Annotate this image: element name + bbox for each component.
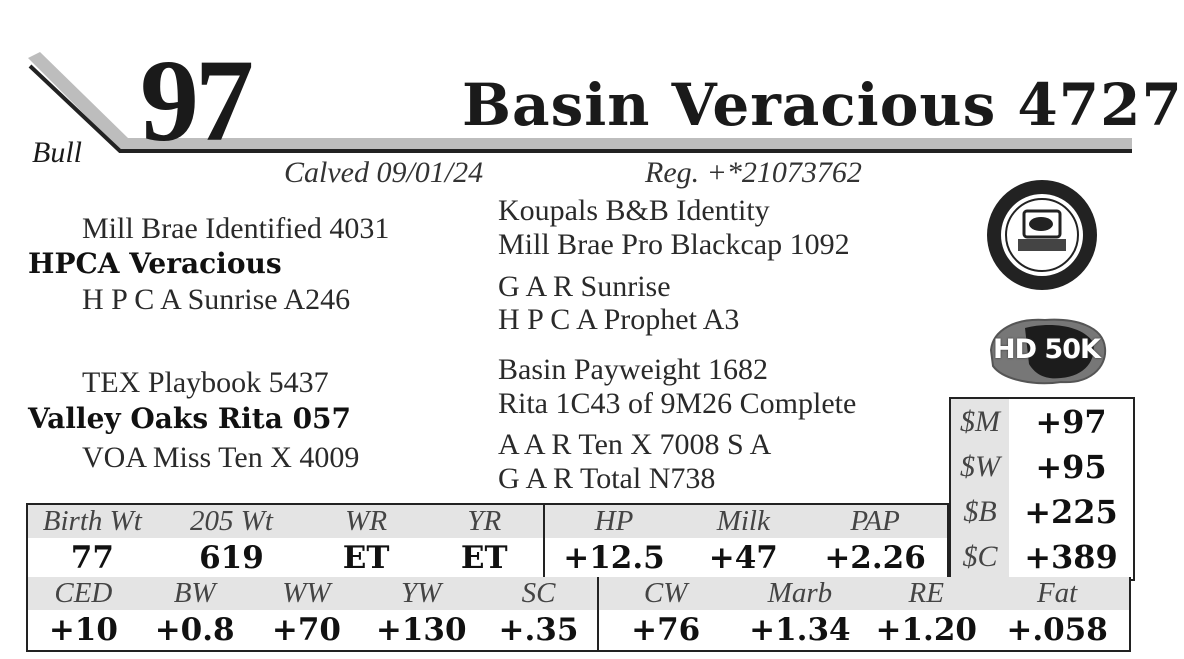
epd-header: Marb: [732, 577, 867, 610]
dollar-value: +97: [1035, 402, 1107, 441]
pedigree-sire-sire-sire: Koupals B&B Identity: [498, 194, 770, 227]
dollar-value: +95: [1035, 447, 1107, 486]
perf-header: Birth Wt: [27, 504, 157, 538]
dollar-row-w: [951, 444, 1133, 489]
epd-value: +.35: [480, 610, 598, 651]
dollar-value: +225: [1024, 492, 1118, 531]
perf-value: +47: [708, 540, 778, 576]
epd-header: SC: [480, 577, 598, 610]
dollar-value: +389: [1024, 537, 1118, 576]
perf-header: Milk: [683, 504, 803, 538]
perf-value: +2.26: [824, 540, 926, 576]
perf-header: HP: [544, 504, 684, 538]
pedigree-sire-dam-sire: G A R Sunrise: [498, 270, 671, 303]
epd-value: +1.34: [749, 612, 851, 648]
perf-header: 205 Wt: [157, 504, 307, 538]
sex-label: Bull: [32, 136, 82, 169]
lot-number: 97: [140, 35, 250, 166]
pedigree-sire-dam-dam: H P C A Prophet A3: [498, 303, 740, 336]
dollar-row-c: [951, 534, 1133, 579]
perf-header: YR: [426, 504, 544, 538]
dollar-row-m: [951, 399, 1133, 444]
perf-header: PAP: [803, 504, 948, 538]
epd-value: +130: [375, 612, 467, 648]
pedigree-sire: HPCA Veracious: [28, 247, 282, 280]
pedigree-dam-sire-dam: Rita 1C43 of 9M26 Complete: [498, 387, 857, 420]
dollar-label: $B: [951, 489, 1009, 534]
epd-value: +.058: [1006, 612, 1108, 648]
epd-value: +0.8: [154, 612, 235, 648]
pedigree-dam-dam-dam: G A R Total N738: [498, 462, 716, 495]
dollar-label: $W: [951, 444, 1009, 489]
pedigree-dam-dam-sire: A A R Ten X 7008 S A: [498, 428, 772, 461]
performance-value-row: [27, 538, 948, 579]
pedigree-sire-sire: Mill Brae Identified 4031: [82, 212, 390, 245]
epd-header: BW: [139, 577, 251, 610]
perf-value: 77: [70, 540, 114, 576]
perf-value: ET: [426, 538, 544, 579]
epd-value: +70: [271, 612, 341, 648]
animal-name: Basin Veracious 4727: [462, 71, 1183, 139]
pedigree-dam: Valley Oaks Rita 057: [28, 402, 352, 435]
certified-angus-beef-seal-icon: [985, 178, 1099, 292]
performance-header-row: [27, 504, 948, 538]
epd-header: CW: [598, 577, 733, 610]
pedigree-dam-sire: TEX Playbook 5437: [82, 366, 329, 399]
epd-header-row: [27, 577, 1130, 610]
pedigree-dam-sire-sire: Basin Payweight 1682: [498, 353, 768, 386]
dollar-label: $M: [951, 399, 1009, 444]
hd50k-label: HD 50K: [993, 334, 1100, 365]
epd-table: [26, 577, 1131, 652]
dollar-index-box: [949, 397, 1135, 581]
perf-value: 619: [199, 540, 264, 576]
perf-value: +12.5: [563, 540, 665, 576]
epd-value: +1.20: [875, 612, 977, 648]
calved-date: Calved 09/01/24: [284, 156, 484, 189]
registration-number: Reg. +*21073762: [645, 156, 862, 189]
epd-header: RE: [867, 577, 985, 610]
epd-header: YW: [362, 577, 480, 610]
epd-header: Fat: [985, 577, 1130, 610]
dollar-row-b: [951, 489, 1133, 534]
pedigree-dam-dam: VOA Miss Ten X 4009: [82, 441, 360, 474]
dollar-label: $C: [951, 534, 1009, 579]
epd-header: CED: [27, 577, 139, 610]
perf-value: ET: [342, 540, 390, 576]
hd50k-badge: [985, 312, 1111, 390]
epd-value: +10: [48, 612, 118, 648]
pedigree-sire-dam: H P C A Sunrise A246: [82, 283, 351, 316]
epd-value-row: [27, 610, 1130, 651]
performance-table: [26, 503, 949, 580]
epd-value: +76: [631, 612, 701, 648]
perf-header: WR: [306, 504, 426, 538]
epd-header: WW: [251, 577, 363, 610]
pedigree-sire-sire-dam: Mill Brae Pro Blackcap 1092: [498, 228, 850, 261]
